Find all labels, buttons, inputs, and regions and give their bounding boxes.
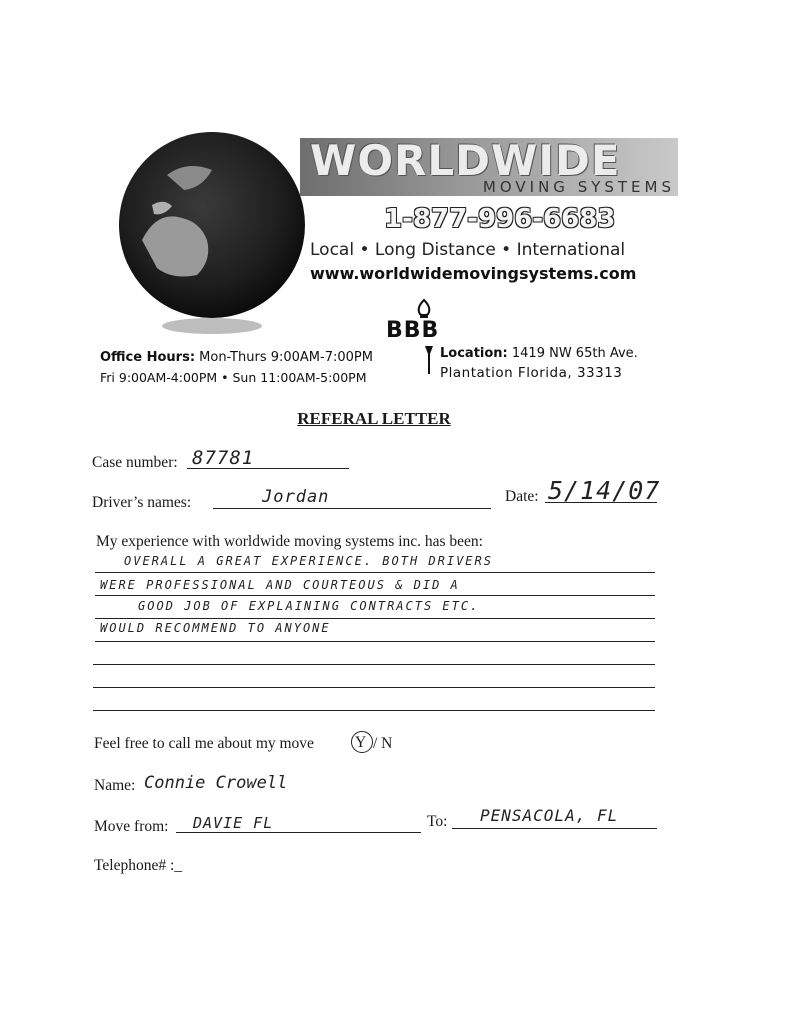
telephone-label: Telephone# :_ — [94, 857, 183, 874]
bbb-label: BBB — [386, 318, 440, 343]
driver-names-line — [213, 508, 491, 509]
experience-line-5 — [93, 664, 655, 665]
company-services: Local • Long Distance • International — [310, 240, 626, 260]
location-label: Location: — [440, 346, 508, 361]
globe-logo-icon — [112, 130, 312, 340]
experience-line-3 — [95, 618, 655, 619]
call-no-option[interactable]: / N — [373, 735, 393, 752]
date-label: Date: — [505, 488, 539, 505]
experience-text-line-3[interactable]: GOOD JOB OF EXPLAINING CONTRACTS ETC. — [138, 599, 480, 613]
office-hours-weekday: Mon-Thurs 9:00AM-7:00PM — [195, 350, 373, 365]
divider-torch-icon — [424, 346, 434, 374]
location-line-2: Plantation Florida, 33313 — [440, 365, 623, 381]
name-label: Name: — [94, 777, 136, 794]
experience-text-line-4[interactable]: WOULD RECOMMEND TO ANYONE — [100, 621, 331, 635]
experience-text-line-1[interactable]: OVERALL A GREAT EXPERIENCE. BOTH DRIVERS — [124, 554, 493, 568]
office-hours-line-2: Fri 9:00AM-4:00PM • Sun 11:00AM-5:00PM — [100, 370, 367, 385]
location-street: 1419 NW 65th Ave. — [507, 346, 638, 361]
office-hours-label: Office Hours: — [100, 350, 196, 365]
move-to-line — [452, 828, 657, 829]
company-subtitle: MOVING SYSTEMS — [482, 178, 675, 196]
name-signature[interactable]: Connie Crowell — [144, 773, 288, 793]
company-website: www.worldwidemovingsystems.com — [310, 264, 637, 283]
company-name: WORLDWIDE — [310, 136, 621, 185]
call-yes-option[interactable]: Y — [355, 734, 367, 751]
case-number-value[interactable]: 87781 — [192, 447, 255, 469]
office-hours-line-1 — [100, 350, 373, 365]
move-from-label: Move from: — [94, 818, 169, 835]
call-permission-label: Feel free to call me about my move — [94, 735, 314, 752]
driver-names-value[interactable]: Jordan — [262, 487, 330, 507]
experience-line-2 — [95, 595, 655, 596]
company-phone: 1-877-996-6683 — [384, 204, 616, 234]
location-line-1 — [440, 346, 638, 361]
date-value[interactable]: 5/14/07 — [548, 476, 661, 505]
experience-text-line-2[interactable]: WERE PROFESSIONAL AND COURTEOUS & DID A — [100, 578, 460, 592]
experience-line-4 — [95, 641, 655, 642]
form-title: REFERAL LETTER — [297, 409, 451, 428]
experience-label: My experience with worldwide moving systems inc. has been: — [96, 533, 483, 550]
move-to-value[interactable]: PENSACOLA, FL — [480, 806, 619, 825]
move-from-line — [176, 832, 421, 833]
case-number-label: Case number: — [92, 454, 178, 471]
experience-line-6 — [93, 687, 655, 688]
experience-line-7 — [93, 710, 655, 711]
move-from-value[interactable]: DAVIE FL — [193, 814, 274, 832]
experience-line-1 — [95, 572, 655, 573]
driver-names-label: Driver’s names: — [92, 494, 192, 511]
move-to-label: To: — [427, 813, 448, 830]
